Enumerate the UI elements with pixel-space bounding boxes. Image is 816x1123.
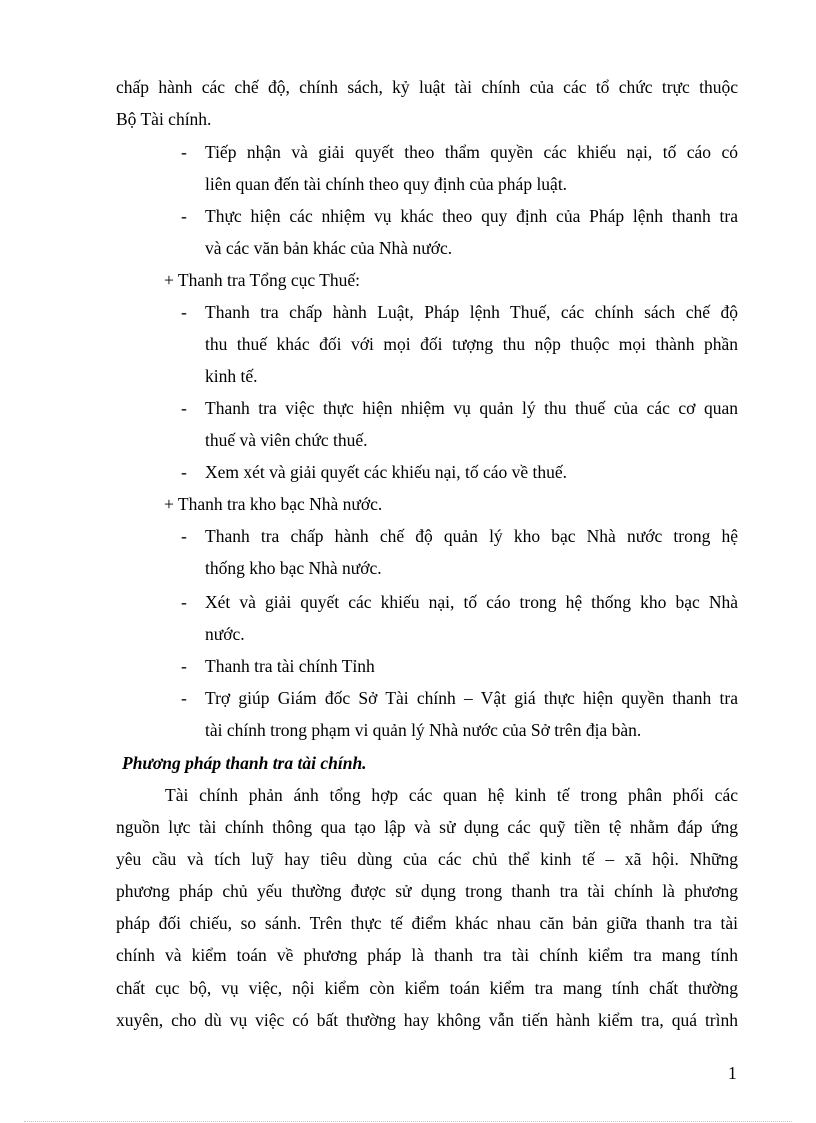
subheading-tax: + Thanh tra Tổng cục Thuế: bbox=[164, 270, 361, 290]
bullet-line: kinh tế. bbox=[205, 366, 258, 386]
bullet-dash: - bbox=[181, 656, 187, 676]
bullet-dash: - bbox=[181, 302, 187, 322]
bullet-line: Trợ giúp Giám đốc Sở Tài chính – Vật giá thực hiện quyền thanh tra bbox=[205, 688, 738, 708]
bullet-dash: - bbox=[181, 206, 187, 226]
bullet-dash: - bbox=[181, 462, 187, 482]
bullet-line: nước. bbox=[205, 624, 245, 644]
bullet-line: Thanh tra chấp hành Luật, Pháp lệnh Thuế, các chính sách chế độ bbox=[205, 302, 738, 322]
bullet-dash: - bbox=[181, 592, 187, 612]
footer-rule bbox=[24, 1121, 792, 1122]
subheading-treasury: + Thanh tra kho bạc Nhà nước. bbox=[164, 494, 383, 514]
bullet-line: Thực hiện các nhiệm vụ khác theo quy định của Pháp lệnh thanh tra bbox=[205, 206, 738, 226]
paragraph-line: chất cục bộ, vụ việc, nội kiểm còn kiểm toán kiểm tra mang tính chất thường bbox=[116, 978, 738, 998]
intro-line: chấp hành các chế độ, chính sách, kỷ luật tài chính của các tổ chức trực thuộc bbox=[116, 77, 738, 97]
bullet-line: thống kho bạc Nhà nước. bbox=[205, 558, 382, 578]
bullet-line: Xét và giải quyết các khiếu nại, tố cáo trong hệ thống kho bạc Nhà bbox=[205, 592, 738, 612]
bullet-line: Thanh tra chấp hành chế độ quản lý kho bạc Nhà nước trong hệ bbox=[205, 526, 738, 546]
paragraph-line: Tài chính phản ánh tổng hợp các quan hệ kinh tế trong phân phối các bbox=[165, 785, 738, 805]
bullet-line: thu thuế khác đối với mọi đối tượng thu nộp thuộc mọi thành phần bbox=[205, 334, 738, 354]
bullet-line: Thanh tra việc thực hiện nhiệm vụ quản lý thu thuế của các cơ quan bbox=[205, 398, 738, 418]
paragraph-line: xuyên, cho dù vụ việc có bất thường hay không vẫn tiến hành kiểm tra, quá trình bbox=[116, 1010, 738, 1030]
bullet-dash: - bbox=[181, 526, 187, 546]
bullet-dash: - bbox=[181, 142, 187, 162]
bullet-line: và các văn bản khác của Nhà nước. bbox=[205, 238, 453, 258]
bullet-line: thuế và viên chức thuế. bbox=[205, 430, 368, 450]
paragraph-line: chính và kiểm toán về phương pháp là thanh tra tài chính kiểm tra mang tính bbox=[116, 945, 738, 965]
bullet-dash: - bbox=[181, 398, 187, 418]
paragraph-line: yêu cầu và tích luỹ hay tiêu dùng của các chủ thể kinh tế – xã hội. Những bbox=[116, 849, 738, 869]
paragraph-line: phương pháp chủ yếu thường được sử dụng trong thanh tra tài chính là phương bbox=[116, 881, 738, 901]
section-heading: Phương pháp thanh tra tài chính. bbox=[122, 753, 367, 773]
bullet-line: Tiếp nhận và giải quyết theo thẩm quyền các khiếu nại, tố cáo có bbox=[205, 142, 738, 162]
bullet-line: tài chính trong phạm vi quản lý Nhà nước của Sở trên địa bàn. bbox=[205, 720, 642, 740]
bullet-dash: - bbox=[181, 688, 187, 708]
paragraph-line: pháp đối chiếu, so sánh. Trên thực tế điểm khác nhau căn bản giữa thanh tra tài bbox=[116, 913, 738, 933]
bullet-line: liên quan đến tài chính theo quy định của pháp luật. bbox=[205, 174, 568, 194]
paragraph-line: nguồn lực tài chính thông qua tạo lập và sử dụng các quỹ tiền tệ nhằm đáp ứng bbox=[116, 817, 738, 837]
intro-line: Bộ Tài chính. bbox=[116, 109, 212, 129]
page-number: 1 bbox=[728, 1063, 737, 1083]
bullet-line: Xem xét và giải quyết các khiếu nại, tố cáo về thuế. bbox=[205, 462, 568, 482]
bullet-line: Thanh tra tài chính Tỉnh bbox=[205, 656, 375, 676]
